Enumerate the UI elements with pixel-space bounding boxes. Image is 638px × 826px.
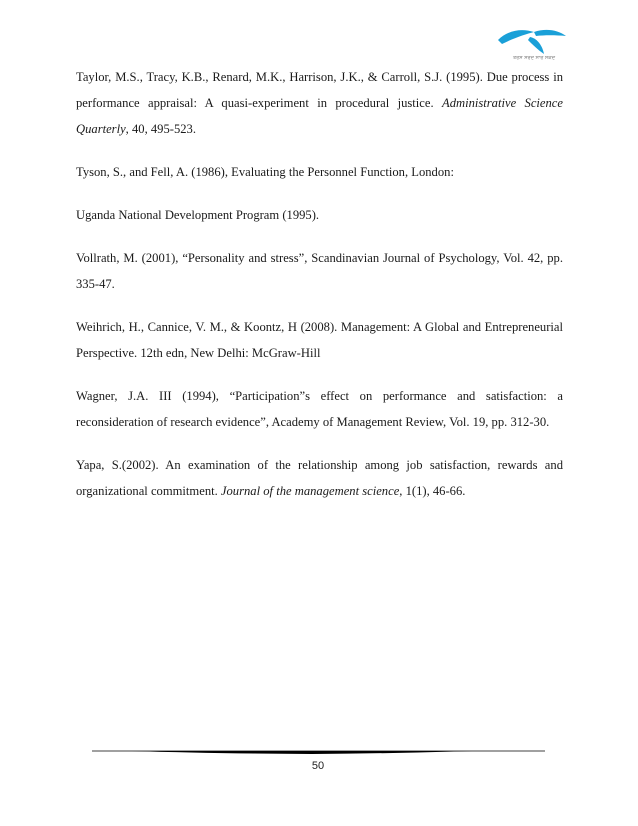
reference-item: Weihrich, H., Cannice, V. M., & Koontz, H (2008). Management: A Global and Entrepreneurial Perspective. 12th edn, New Delhi: McGraw-Hill [76,320,563,360]
reference-item: Wagner, J.A. III (1994), “Participation”s effect on performance and satisfaction: a reconsideration of research evidence”, Academy of Management Review, Vol. 19, pp. 312-30. [76,389,563,429]
reference-item: Yapa, S.(2002). An examination of the relationship among job satisfaction, rewards and organizational commitment. Journal of the management science, 1(1), 46-66. [76,458,563,498]
reference-item: Uganda National Development Program (1995). [76,208,320,222]
reference-item: Vollrath, M. (2001), “Personality and stress”, Scandinavian Journal of Psychology, Vol. 42, pp. 335-47. [76,251,563,291]
reference-list [76,64,563,521]
logo-tagline: ਤਰਸ ਸਰਦ ਸਾਰ ਸਕਦ [512,55,556,61]
reference-item: Tyson, S., and Fell, A. (1986), Evaluating the Personnel Function, London: [76,165,454,179]
reference-item: Taylor, M.S., Tracy, K.B., Renard, M.K., Harrison, J.K., & Carroll, S.J. (1995). Due process in performance appraisal: A quasi-experiment in procedural justice. Administrative Science Quarterly, 40, 495-523. [76,70,563,136]
telenor-logo [492,20,572,64]
page-number: 50 [311,760,325,772]
